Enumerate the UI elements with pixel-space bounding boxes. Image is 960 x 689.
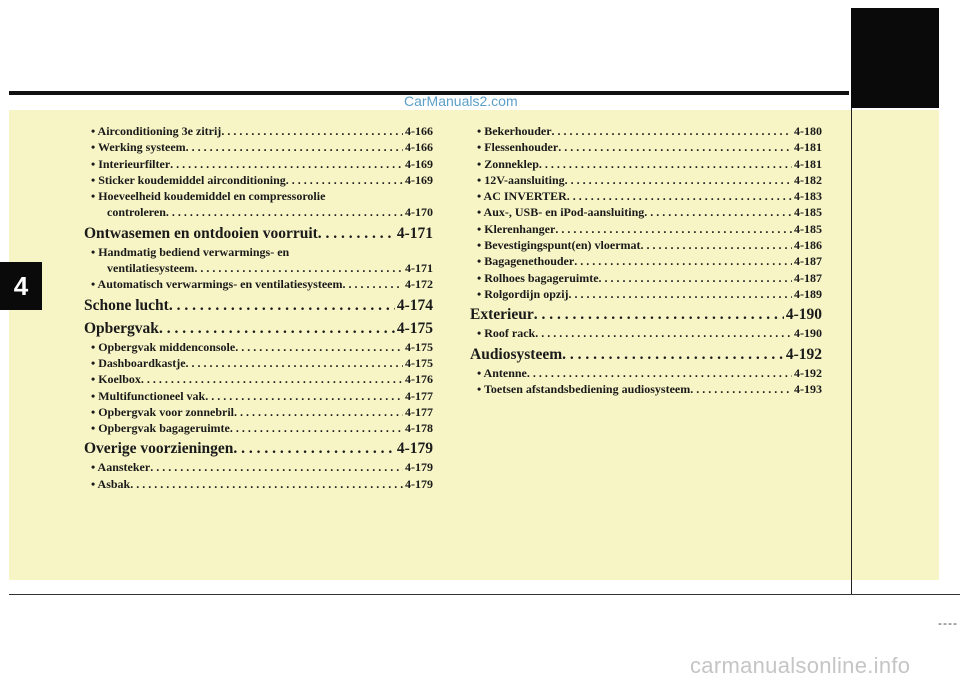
toc-entry-asbak[interactable] (84, 476, 433, 492)
page-number: 4-182 (794, 172, 822, 187)
page-number: 4-190 (785, 306, 822, 324)
toc-entry-opbergvak-voor-zonnebril[interactable] (84, 404, 433, 420)
page-number: 4-172 (405, 277, 433, 292)
dot-leader (552, 123, 792, 139)
page-number: 4-186 (794, 238, 822, 253)
page-number: 4-187 (794, 270, 822, 285)
page-number: 4-169 (405, 156, 433, 171)
page-number: 4-179 (405, 476, 433, 491)
page-number: 4-181 (794, 140, 822, 155)
toc-section-ontwasemen-en-ontdooien-voorruit[interactable] (84, 223, 433, 244)
toc-entry-hoeveelheid-koudemiddel-en-compressorolie[interactable] (84, 188, 433, 204)
toc-entry-zonneklep[interactable] (470, 156, 822, 172)
toc-entry-sticker-koudemiddel-airconditioning[interactable] (84, 172, 433, 188)
dot-leader (205, 388, 403, 404)
page-number: 4-177 (405, 404, 433, 419)
dot-leader (170, 156, 403, 172)
toc-entry-title: ventilatiesysteem (107, 261, 195, 276)
page-number: 4-171 (396, 224, 433, 242)
toc-entry-bagagenethouder[interactable] (470, 253, 822, 269)
page-number: 4-175 (396, 319, 433, 337)
page-number: 4-185 (794, 221, 822, 236)
page-marker: ---- (938, 616, 958, 630)
dot-leader (555, 221, 792, 237)
toc-section-title: Schone lucht (84, 296, 169, 314)
dot-leader (527, 365, 792, 381)
dot-leader (343, 276, 404, 292)
toc-entry-bevestigingspunt-en-vloermat[interactable] (470, 237, 822, 253)
dot-leader (194, 260, 403, 276)
toc-entry-rolhoes-bagageruimte[interactable] (470, 270, 822, 286)
page-number: 4-180 (794, 124, 822, 138)
toc-entry-flessenhouder[interactable] (470, 139, 822, 155)
dot-leader (169, 295, 395, 316)
toc-entry-title: • Roof rack (477, 326, 536, 341)
watermark-bottom[interactable]: carmanualsonline.info (690, 653, 911, 678)
dot-leader (286, 172, 403, 188)
toc-entry-rolgordijn-opzij[interactable] (470, 286, 822, 302)
toc-entry-title: controleren (107, 205, 166, 220)
toc-left-column (84, 123, 433, 492)
toc-entry-title: • Hoeveelheid koudemiddel en compressorolie (91, 189, 326, 204)
page-number: 4-166 (405, 124, 433, 138)
dot-leader (599, 270, 792, 286)
toc-entry-title: • Aux-, USB- en iPod-aansluiting (477, 205, 645, 220)
page-number: 4-190 (794, 326, 822, 341)
toc-entry-klerenhanger[interactable] (470, 221, 822, 237)
page-number: 4-178 (405, 421, 433, 436)
dot-leader (130, 476, 403, 492)
toc-entry-title: • Bagagenethouder (477, 254, 575, 269)
toc-entry-title: • Zonneklep (477, 156, 539, 171)
toc-section-overige-voorzieningen[interactable] (84, 438, 433, 459)
toc-entry-dashboardkastje[interactable] (84, 355, 433, 371)
page-number: 4-170 (405, 205, 433, 220)
page-number: 4-187 (794, 254, 822, 269)
page-number: 4-183 (794, 189, 822, 204)
toc-section-schone-lucht[interactable] (84, 295, 433, 316)
dot-leader (166, 204, 403, 220)
toc-entry-bekerhouder[interactable] (470, 123, 822, 139)
toc-entry-ventilatiesysteem[interactable] (84, 260, 433, 276)
toc-entry-title: • Multifunctioneel vak (91, 388, 206, 403)
page-number: 4-193 (794, 381, 822, 396)
dot-leader (318, 223, 395, 244)
toc-entry-antenne[interactable] (470, 365, 822, 381)
toc-section-audiosysteem[interactable] (470, 344, 822, 365)
toc-entry-title: • 12V-aansluiting (477, 172, 565, 187)
toc-entry-handmatig-bediend-verwarmings-en[interactable] (84, 244, 433, 260)
dot-leader (234, 404, 403, 420)
page-number: 4-171 (405, 261, 433, 276)
toc-entry-roof-rack[interactable] (470, 325, 822, 341)
toc-entry-title: • Aansteker (91, 460, 151, 475)
toc-entry-title: • Flessenhouder (477, 140, 559, 155)
toc-entry-title: • Interieurfilter (91, 156, 171, 171)
toc-entry-controleren[interactable] (84, 204, 433, 220)
page-number: 4-175 (405, 355, 433, 370)
toc-entry-interieurfilter[interactable] (84, 156, 433, 172)
dot-leader (235, 339, 403, 355)
toc-entry-ac-inverter[interactable] (470, 188, 822, 204)
toc-entry-12v-aansluiting[interactable] (470, 172, 822, 188)
toc-entry-title: • Rolhoes bagageruimte (477, 270, 599, 285)
dot-leader (150, 459, 403, 475)
dot-leader (534, 304, 784, 325)
toc-entry-title: • Asbak (91, 476, 131, 491)
toc-entry-toetsen-afstandsbediening-audiosysteem[interactable] (470, 381, 822, 397)
toc-entry-automatisch-verwarmings-en-ventilatiesysteem[interactable] (84, 276, 433, 292)
toc-section-opbergvak[interactable] (84, 318, 433, 339)
dot-leader (221, 123, 403, 139)
page-number: 4-189 (794, 286, 822, 301)
dot-leader (539, 156, 792, 172)
toc-entry-title: • Antenne (477, 365, 527, 380)
toc-section-title: Opbergvak (84, 319, 159, 337)
toc-entry-title: • Koelbox (91, 372, 141, 387)
dot-leader (233, 438, 394, 459)
toc-entry-aux-usb-en-ipod-aansluiting[interactable] (470, 204, 822, 220)
dot-leader (569, 286, 792, 302)
page-number: 4-174 (396, 296, 433, 314)
dot-leader (567, 188, 792, 204)
page-number: 4-179 (405, 460, 433, 475)
toc-entry-werking-systeem[interactable] (84, 139, 433, 155)
toc-entry-title: • Bevestigingspunt(en) vloermat (477, 238, 641, 253)
dot-leader (565, 172, 792, 188)
toc-section-title: Exterieur (470, 306, 534, 324)
page-number: 4-175 (405, 339, 433, 354)
toc-entry-aansteker[interactable] (84, 459, 433, 475)
dot-leader (186, 139, 403, 155)
toc-section-title: Audiosysteem (470, 345, 563, 363)
page-number: 4-177 (405, 388, 433, 403)
dot-leader (141, 371, 403, 387)
toc-section-title: Ontwasemen en ontdooien voorruit (84, 224, 318, 242)
toc-entry-title: • AC INVERTER (477, 189, 567, 204)
toc-entry-opbergvak-bagageruimte[interactable] (84, 420, 433, 436)
toc-entry-title: • Bekerhouder (477, 124, 552, 138)
page-number: 4-169 (405, 172, 433, 187)
toc-entry-multifunctioneel-vak[interactable] (84, 388, 433, 404)
toc-entry-title: • Toetsen afstandsbediening audiosysteem (477, 381, 691, 396)
chapter-tab: 4 (0, 262, 42, 310)
dot-leader (690, 381, 792, 397)
toc-entry-opbergvak-middenconsole[interactable] (84, 339, 433, 355)
toc-entry-title: • Handmatig bediend verwarmings- en (91, 244, 290, 259)
toc-entry-title: • Airconditioning 3e zitrij (91, 124, 222, 138)
dot-leader (641, 237, 792, 253)
toc-entry-title: • Opbergvak bagageruimte (91, 421, 230, 436)
toc-entry-title: • Rolgordijn opzij (477, 286, 569, 301)
toc-entry-title: • Sticker koudemiddel airconditioning (91, 172, 286, 187)
watermark-top[interactable]: CarManuals2.com (404, 93, 518, 109)
toc-entry-title: • Automatisch verwarmings- en ventilatiesysteem (91, 277, 343, 292)
toc-entry-title: • Dashboardkastje (91, 355, 186, 370)
page-number: 4-185 (794, 205, 822, 220)
page-number: 4-176 (405, 372, 433, 387)
page-number: 4-192 (794, 365, 822, 380)
bottom-rule (9, 594, 960, 595)
dot-leader (644, 204, 792, 220)
page-number: 4-166 (405, 140, 433, 155)
corner-block (851, 8, 939, 108)
dot-leader (186, 355, 403, 371)
toc-entry-title: • Opbergvak middenconsole (91, 339, 236, 354)
page-number: 4-179 (396, 440, 433, 458)
right-divider (851, 108, 852, 594)
toc-entry-title: • Opbergvak voor zonnebril (91, 404, 234, 419)
dot-leader (535, 325, 792, 341)
page-number: 4-192 (785, 345, 822, 363)
toc-section-title: Overige voorzieningen (84, 440, 234, 458)
dot-leader (574, 253, 792, 269)
toc-entry-title: • Klerenhanger (477, 221, 556, 236)
toc-section-exterieur[interactable] (470, 304, 822, 325)
toc-right-column (470, 123, 822, 397)
toc-entry-koelbox[interactable] (84, 371, 433, 387)
dot-leader (562, 344, 784, 365)
toc-entry-title: • Werking systeem (91, 140, 186, 155)
dot-leader (558, 139, 792, 155)
dot-leader (230, 420, 403, 436)
dot-leader (159, 318, 395, 339)
toc-entry-airconditioning-3e-zitrij[interactable] (84, 123, 433, 139)
page-number: 4-181 (794, 156, 822, 171)
